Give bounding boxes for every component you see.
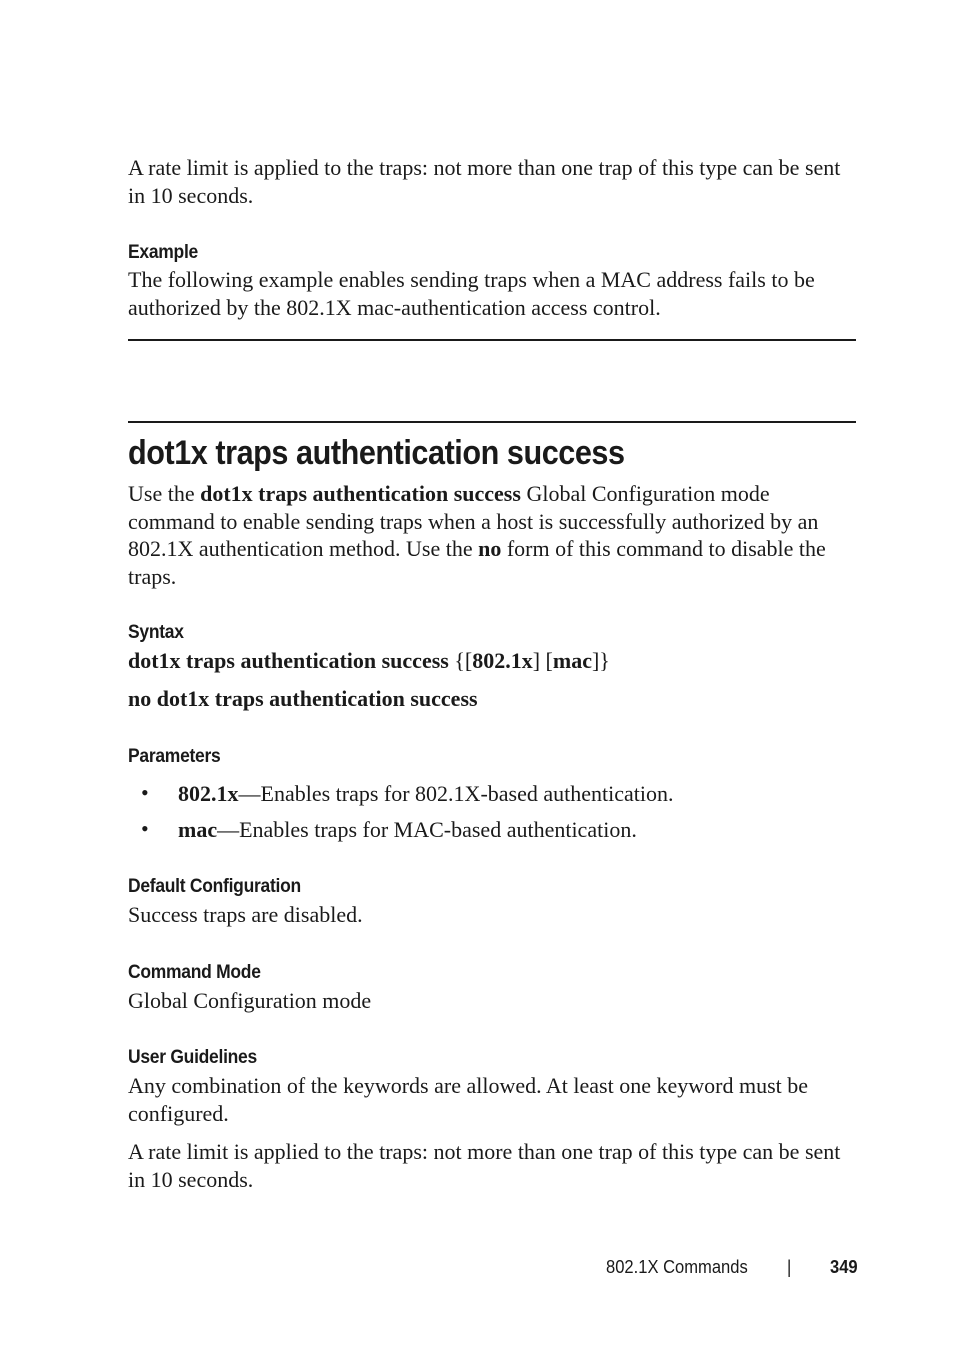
section-title: dot1x traps authentication success bbox=[128, 434, 625, 472]
desc-command: dot1x traps authentication success bbox=[200, 481, 521, 506]
desc-post: form of this command to disable the traps. bbox=[128, 536, 826, 589]
syntax-option-8021x: 802.1x bbox=[472, 648, 533, 673]
footer-page-number: 349 bbox=[830, 1257, 858, 1277]
default-config-text: Success traps are disabled. bbox=[128, 902, 363, 927]
user-guidelines-para-2: A rate limit is applied to the traps: not more than one trap of this type can be sent in 10 seconds. bbox=[128, 1139, 841, 1192]
command-mode-text: Global Configuration mode bbox=[128, 988, 372, 1013]
default-config-heading: Default Configuration bbox=[128, 876, 301, 897]
bullet-icon: • bbox=[141, 780, 149, 805]
syntax-brace-close: ]} bbox=[591, 648, 610, 673]
param-term: mac bbox=[178, 817, 218, 842]
syntax-line-2: no dot1x traps authentication success bbox=[128, 686, 478, 711]
bullet-icon: • bbox=[141, 816, 149, 841]
param-item-8021x bbox=[178, 780, 673, 808]
desc-mid: Global Configuration mode command to enable sending traps when a host is successfully authorized by an 802.1X authentication method. Use the bbox=[128, 481, 819, 561]
user-guidelines-heading: User Guidelines bbox=[128, 1047, 257, 1068]
syntax-brace-open: {[ bbox=[448, 648, 473, 673]
section-divider-bottom bbox=[128, 339, 856, 341]
param-desc: —Enables traps for 802.1X-based authentication. bbox=[238, 781, 674, 806]
section-description bbox=[128, 480, 856, 590]
footer-chapter: 802.1X Commands bbox=[606, 1257, 748, 1277]
example-heading: Example bbox=[128, 242, 198, 263]
param-item-mac bbox=[178, 816, 637, 844]
param-desc: —Enables traps for MAC-based authentication. bbox=[217, 817, 637, 842]
syntax-bracket-mid: ] [ bbox=[532, 648, 553, 673]
example-text: The following example enables sending traps when a MAC address fails to be authorized by the 802.1X mac-authentication access control. bbox=[128, 267, 815, 320]
footer-separator: | bbox=[787, 1257, 792, 1277]
desc-no-keyword: no bbox=[478, 536, 502, 561]
syntax-heading: Syntax bbox=[128, 622, 184, 643]
param-term: 802.1x bbox=[178, 781, 239, 806]
user-guidelines-para-1: Any combination of the keywords are allowed. At least one keyword must be configured. bbox=[128, 1073, 809, 1126]
section-divider-top bbox=[128, 421, 856, 423]
intro-paragraph: A rate limit is applied to the traps: not more than one trap of this type can be sent in 10 seconds. bbox=[128, 155, 841, 208]
parameters-heading: Parameters bbox=[128, 746, 221, 767]
syntax-command: dot1x traps authentication success bbox=[128, 648, 449, 673]
desc-pre: Use the bbox=[128, 481, 201, 506]
command-mode-heading: Command Mode bbox=[128, 962, 261, 983]
syntax-line-1 bbox=[128, 647, 610, 675]
syntax-option-mac: mac bbox=[552, 648, 592, 673]
